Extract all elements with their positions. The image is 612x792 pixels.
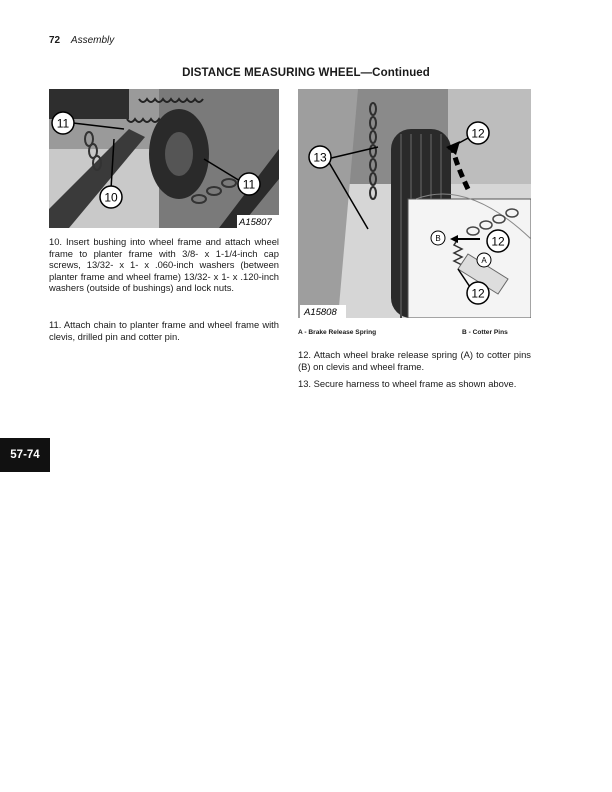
callout-11-a: 11 (56, 116, 70, 131)
figure-id-left: A15807 (239, 217, 272, 228)
page-number: 72 (49, 35, 61, 46)
callout-13: 13 (313, 150, 327, 165)
left-photo (49, 89, 279, 228)
figure-id-right: A15808 (304, 307, 337, 318)
step-10: 10. Insert bushing into wheel frame and attach wheel frame to planter frame with 3/8- x 1-1/4-inch cap screws, 13/32- x 1- x .060-inch washers (between planter frame and wheel frame) 13/32- x 1- x .120-inch washers (outside of bushings) and lock nuts. (49, 236, 279, 294)
side-tab: 57-74 (0, 438, 50, 472)
callout-11-b: 11 (242, 177, 256, 192)
right-photo (298, 89, 531, 318)
page-header (49, 35, 114, 46)
caption-a: A - Brake Release Spring (298, 329, 377, 336)
step-11: 11. Attach chain to planter frame and wheel frame with clevis, drilled pin and cotter pin. (49, 319, 279, 342)
page-title: DISTANCE MEASURING WHEEL—Continued (182, 67, 430, 79)
step-12: 12. Attach wheel brake release spring (A) to cotter pins (B) on clevis and wheel frame. (298, 349, 531, 372)
callout-10: 10 (104, 190, 118, 205)
callout-12-mid: 12 (491, 234, 505, 249)
detail-label-a: A (481, 256, 487, 265)
detail-label-b: B (435, 234, 441, 243)
step-13: 13. Secure harness to wheel frame as shown above. (298, 378, 517, 389)
callout-12-bottom: 12 (471, 286, 485, 301)
caption-b: B - Cotter Pins (462, 329, 508, 336)
callout-12-top: 12 (471, 126, 485, 141)
section-name: Assembly (70, 35, 115, 46)
